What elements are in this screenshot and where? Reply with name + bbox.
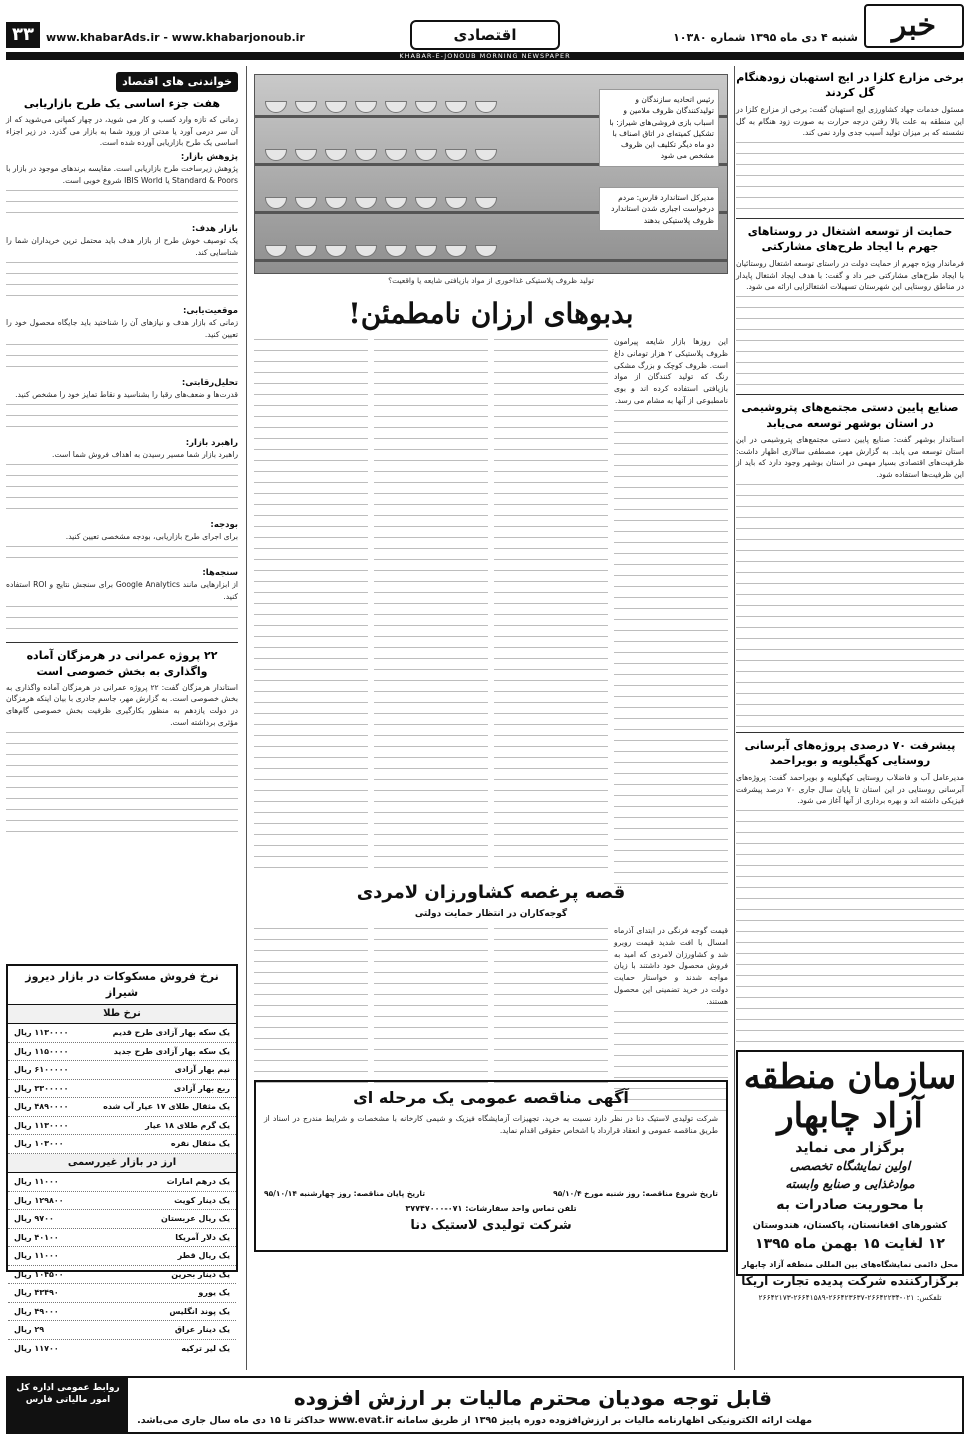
text-lines [6,461,238,517]
chabahar-exhibition-ad[interactable] [736,1050,964,1302]
price-value: ۱۱۳۰۰۰۰ ریال [14,1028,69,1038]
tender-phone[interactable]: تلفن تماس واحد سفارشات: ۰۷۱-۳۷۷۴۷۰۰۰ [405,1204,577,1214]
bowl [475,101,497,113]
section-label: پژوهش بازار: [180,152,238,163]
price-row [8,1061,236,1080]
article-title: قصه پرغصه کشاورزان لامردی [356,882,626,903]
article-title: صنایع پایین دستی مجتمع‌های پتروشیمی در استان بوشهر توسعه می‌یابد [741,401,959,430]
center-feature [254,66,728,882]
section-tab: اقتصادی [410,20,560,50]
ad-line-1: سازمان منطقه [743,1057,957,1097]
bowl [445,197,467,209]
price-item: یک یورو [198,1288,230,1298]
price-item: یک دینار کویت [174,1195,230,1205]
price-value: ۳۳۰۰۰۰۰ ریال [14,1083,69,1093]
text-lines [736,293,964,389]
bowl [445,101,467,113]
price-row [8,1247,236,1266]
price-row [8,1098,236,1117]
logo-text: خبر [891,8,937,44]
text-lines [254,925,368,1085]
bowl [325,101,347,113]
photo-caption: تولید ظروف پلاستیکی غذاخوری از مواد بازیافتی شایعه یا واقعیت؟ [388,276,594,285]
article-title: هفت جزء اساسی یک طرح بازاریابی [23,96,221,110]
price-table-title: نرخ فروش مسکوکات در بازار دیروز شیراز [8,966,236,1005]
bowl [265,149,287,161]
bowl [385,245,407,257]
bowl [325,245,347,257]
text-column [254,925,368,1085]
tax-notice-banner[interactable] [6,1376,964,1434]
price-item: یک دینار عراق [174,1325,230,1335]
price-value: ۱۰۴۵۰۰ ریال [14,1269,64,1279]
article-columns [254,336,728,876]
price-value: ۴۰۱۰۰ ریال [14,1232,59,1242]
tender-ad[interactable] [254,1080,728,1252]
section-label: سنجه‌ها: [202,567,238,578]
section-text: از ابزارهایی مانند Google Analytics برای سنجش نتایج و ROI استفاده کنید. [6,580,238,602]
price-value: ۱۱۰۰۰ ریال [14,1251,59,1261]
section-label: تحلیل‌رقابتی: [181,377,238,388]
shelf [255,259,727,262]
gold-header: نرخ طلا [8,1005,236,1025]
price-item: یک پوند انگلیس [169,1306,230,1316]
text-lines [736,481,964,727]
bowl [415,245,437,257]
banner-org: روابط عمومی اداره کل امور مالیاتی فارس [8,1378,128,1432]
price-item: یک ریال قطر [177,1251,230,1261]
bowl [475,197,497,209]
ad-phones[interactable]: تلفکس: ۰۲۱-۲۶۶۴۲۲۳۴-۲۶۶۴۲۳۶۳۷-۲۶۶۴۱۵۸۹-۲۶۶۴۲۱۷۳ [758,1292,942,1302]
bowl [295,149,317,161]
section-label: راهبرد بازار: [185,437,238,448]
article-body: فرماندار ویژه جهرم از حمایت دولت در راستای توسعه اشتغال روستائیان با ایجاد طرح‌های مشارکتی خبر داد و گفت: با هدف ایجاد اشتغال پایدار در مناطق روستایی این شهرستان تسهیلات اشتغالزایی ارائه می شود. [736,258,964,292]
price-item: نیم بهار آزادی [174,1065,230,1075]
pull-quote-union: رئیس اتحادیه سازندگان و تولیدکنندگان ظروف ملامین و اسباب بازی فروشی‌های شیراز: با تشکیل کمیته‌ای در اتاق اصناف با دو ماه دیگر تکلیف این ظروف مشخص می شود [599,89,719,167]
article-canola [736,70,964,213]
article-body: استاندار بوشهر گفت: صنایع پایین دستی مجتمع‌های پتروشیمی در این استان توسعه می یابد. به گزارش مهر، مصطفی سالاری اظهار داشت: ظرفیت‌های اقتصادی بسیار مهمی در استان بوشهر وجود دارد که باید از این ظرفیت‌ها استفاده شود. [736,434,964,480]
section-text: پژوهش زیرساخت طرح بازاریابی است. مقایسه برندهای موجود در بازار با Standard & Poors یا IBIS World شروع خوبی است. [6,164,238,186]
ad-venue: محل دائمی نمایشگاه‌های بین المللی منطقه آزاد چابهار [741,1259,959,1269]
price-value: ۱۰۳۰۰۰ ریال [14,1139,64,1149]
bowl [265,245,287,257]
text-lines [736,807,964,1047]
article-columns [254,925,728,1085]
section-text: برای اجرای طرح بازاریابی، بودجه مشخصی تعیین کنید. [65,532,238,542]
bowl [415,149,437,161]
article-body: قیمت گوجه فرنگی در ابتدای آذرماه امسال با افت شدید قیمت روبرو شد و کشاورزان لامردی که امید به فروش محصول خود داشتند با زیان مواجه شدند و خواستار حمایت دولت در خرید تضمینی این محصول هستند. [614,926,728,1006]
column-badge: خواندنی های اقتصاد [116,72,238,92]
article-title: پیشرفت ۷۰ درصدی پروژه‌های آبرسانی روستایی کهگیلویه و بویراحمد [744,739,956,768]
divider [736,218,964,219]
price-row [8,1024,236,1043]
tender-body: شرکت تولیدی لاستیک دنا در نظر دارد نسبت به خرید، تجهیزات آزمایشگاه فیزیک و شیمی کارخانه با مشخصات و شرایط مندرج در اسناد از طریق مناقصه عمومی و انعقاد قرارداد با اشخاص حقوقی اقدام نماید. [264,1114,718,1135]
text-lines [374,925,488,1085]
divider [6,642,238,643]
price-value: ۴۳۴۹۰ ریال [14,1288,59,1298]
price-value: ۶۱۰۰۰۰۰ ریال [14,1065,69,1075]
price-row [8,1173,236,1192]
price-row [8,1192,236,1211]
article-bushehr [736,400,964,727]
price-item: یک دلار آمریکا [175,1232,230,1242]
price-item: یک مثقال طلای ۱۷ عیار آب شده [103,1102,230,1112]
bowl [355,197,377,209]
section-text: زمانی که بازار هدف و نیازهای آن را شناختید باید جایگاه محصول خود را تعیین کنید. [6,318,238,339]
article-jahrom [736,224,964,389]
bowl [415,101,437,113]
article-water [736,738,964,1047]
bowl [475,149,497,161]
bowl [355,149,377,161]
price-value: ۴۹۰۰۰ ریال [14,1306,59,1316]
text-lines [6,729,238,839]
text-lines [6,401,238,435]
price-item: یک گرم طلای ۱۸ عیار [145,1120,230,1130]
coin-price-table [6,964,238,1353]
bowl [265,197,287,209]
ad-line-3: برگزار می نماید [795,1140,905,1157]
bowl [265,101,287,113]
bowl [385,101,407,113]
bowl [355,245,377,257]
pull-quote-standard: مدیرکل استاندارد فارس: مردم درخواست اجباری شدن استاندارد ظروف پلاستیکی بدهند [599,187,719,231]
plastic-dishes-photo [254,74,728,274]
banner-detail: مهلت ارائه الکترونیکی اظهارنامه مالیات بر ارزش‌افزوده دوره پاییز ۱۳۹۵ از طریق سامانه www.evat.ir حداکثر تا ۱۵ دی ماه سال جاری می‌باشد. [137,1415,812,1426]
text-lines [6,187,238,221]
main-headline: بدبوهای ارزان نامطمئن! [348,297,634,330]
text-lines [374,336,488,876]
text-column [494,925,608,1085]
text-lines [494,925,608,1085]
text-column [374,336,488,876]
ad-organizer: برگزارکننده شرکت پدیده تجارت آریکا [741,1274,959,1289]
price-row [8,1321,236,1340]
text-lines [6,543,238,565]
column-header [6,72,238,92]
price-item: ربع بهار آزادی [173,1083,230,1093]
divider [736,394,964,395]
price-value: ۱۱۰۰۰ ریال [14,1177,59,1187]
text-lines [6,603,238,637]
bowl [355,101,377,113]
price-item: یک ریال عربستان [160,1214,230,1224]
article-body: مدیرعامل آب و فاضلاب روستایی کهگیلویه و بویراحمد گفت: پروژه‌های آبرسانی روستایی در این استان تا پایان سال جاری ۷۰ درصد پیشرفت فیزیکی داشته اند و بهره برداری از آنها آغاز می شود. [736,772,964,806]
column-divider [246,66,247,1370]
issue-line: شنبه ۴ دی ماه ۱۳۹۵ شماره ۱۰۳۸۰ [673,31,858,44]
bowl [445,149,467,161]
price-value: ۱۱۵۰۰۰۰ ریال [14,1046,69,1056]
price-row [8,1117,236,1136]
section-text: یک توصیف خوش طرح از بازار هدف باید محتمل ترین خریداران شما را شناسایی کند. [6,236,238,258]
text-lines [614,407,728,887]
price-row [8,1080,236,1099]
price-row [8,1284,236,1303]
bowl [295,245,317,257]
column-divider [734,66,735,1370]
article-body: مسئول خدمات جهاد کشاورزی ایج استهبان گفت: برخی از مزارع کلزا در این منطقه به علت بالا رفتن درجه حرارت به صورت زود هنگام به گل نشسته که بر میزان تولید آسیب جدی وارد نمی کند. [736,104,964,138]
text-column [494,336,608,876]
tender-start-date: تاریخ شروع مناقصه: روز شنبه مورخ ۹۵/۱۰/۴ [553,1189,718,1199]
bowl [475,245,497,257]
paper-name-rule: KHABAR-E-JONOUB MORNING NEWSPAPER [6,52,964,60]
page-number: ۳۳ [6,22,40,48]
article-subtitle: گوجه‌کاران در انتظار حمایت دولتی [414,909,568,920]
price-item: یک مثقال نقره [170,1139,230,1149]
divider [736,732,964,733]
section-label: بازار هدف: [191,224,238,235]
price-row [8,1303,236,1322]
fx-header: ارز در بازار غیررسمی [8,1154,236,1174]
tender-end-date: تاریخ پایان مناقصه: روز چهارشنبه ۹۵/۱۰/۱۴ [264,1189,426,1199]
text-lines [254,336,368,876]
ad-dates: ۱۲ لغایت ۱۵ بهمن ماه ۱۳۹۵ [755,1236,945,1253]
text-column [374,925,488,1085]
text-column [614,925,728,1085]
price-item: یک لیر ترکیه [181,1343,230,1353]
newspaper-logo [864,4,964,48]
bowl [325,197,347,209]
bowl [385,197,407,209]
ad-line-2: آزاد چابهار [777,1096,923,1137]
ad-line-6: با محوریت صادرات به [776,1197,924,1214]
ad-countries: کشورهای افغانستان، پاکستان، هندوستان [752,1219,948,1231]
section-label: موقعیت‌یابی: [183,305,238,316]
masthead [0,0,970,62]
price-row [8,1229,236,1248]
tender-dates [264,1189,718,1200]
price-value: ۲۹ ریال [14,1325,45,1335]
tender-title: آگهی مناقصه عمومی یک مرحله ای [353,1088,629,1107]
price-value: ۱۱۷۰۰ ریال [14,1343,59,1353]
price-row [8,1043,236,1062]
price-item: یک سکه بهار آزادی طرح قدیم [112,1028,230,1038]
price-row [8,1210,236,1229]
section-text: راهبرد بازار شما مسیر رسیدن به اهداف فروش شما است. [52,450,238,460]
text-column [254,336,368,876]
article-title: برخی مزارع کلزا در ایج استهبان زودهنگام گل کردند [736,71,964,100]
section-text: قدرت‌ها و ضعف‌های رقبا را بشناسید و نقاط تمایز خود را مشخص کنید. [15,390,238,400]
price-value: ۱۲۹۸۰۰ ریال [14,1195,64,1205]
price-item: یک سکه بهار آزادی طرح جدید [113,1046,230,1056]
article-title: حمایت از توسعه اشتغال در روستاهای جهرم با ایجاد طرح‌های مشارکتی [747,225,953,254]
article-lead: این روزها بازار شایعه پیرامون ظروف پلاستیکی ۲ هزار تومانی داغ است. ظروف کوچک و بزرگ مشکی رنگ که تولید کنندگان از مواد بازیافتی استفاده کرده اند و بوی نامطبوعی از آنها به مشام می رسد. [614,337,728,405]
text-column [614,336,728,876]
article2-title: ۲۲ پروژه عمرانی در هرمزگان آماده واگذاری به بخش خصوصی است [26,648,218,678]
bowl [415,197,437,209]
price-row [8,1135,236,1154]
text-lines [6,341,238,375]
text-lines [494,336,608,876]
ad-line-5: موادغذایی و صنایع وابسته [785,1176,915,1191]
article2-body: استاندار هرمزگان گفت: ۲۲ پروژه عمرانی در هرمزگان آماده واگذاری به بخش خصوصی است. به گزارش مهر، جاسم جادری با بیان اینکه هرمزگان در دولت یازدهم به منظور بکارگیری ظرفیت بخش خصوصی گام‌های مؤثری برداشته است. [6,682,238,727]
text-lines [6,259,238,303]
site-urls[interactable]: www.khabarAds.ir - www.khabarjonoub.ir [46,31,305,44]
price-row [8,1340,236,1359]
text-lines [736,139,964,213]
section-label: بودجه: [210,519,238,530]
price-item: یک درهم امارات [166,1177,230,1187]
bowl [295,101,317,113]
banner-headline: قابل توجه مودیان محترم مالیات بر ارزش افزوده [293,1386,772,1410]
bowl [325,149,347,161]
bowl [385,149,407,161]
bowl [295,197,317,209]
price-value: ۴۸۹۰۰۰۰ ریال [14,1102,69,1112]
tender-company: شرکت تولیدی لاستیک دنا [410,1217,572,1233]
price-item: یک دینار بحرین [171,1269,230,1279]
ad-line-4: اولین نمایشگاه تخصصی [789,1159,911,1174]
price-value: ۹۷۰۰ ریال [14,1214,54,1224]
bowl [445,245,467,257]
price-value: ۱۱۳۰۰۰۰ ریال [14,1120,69,1130]
article-intro: زمانی که تازه وارد کسب و کار می شوید، در چهار کمپانی می‌شوید که از آن سر درمی آورد یا مدتی از ورود شما به بازار می گذرد. در زیر اجزاء اساسی یک طرح بازاریابی آورده شده است. [6,114,238,148]
price-row [8,1266,236,1285]
